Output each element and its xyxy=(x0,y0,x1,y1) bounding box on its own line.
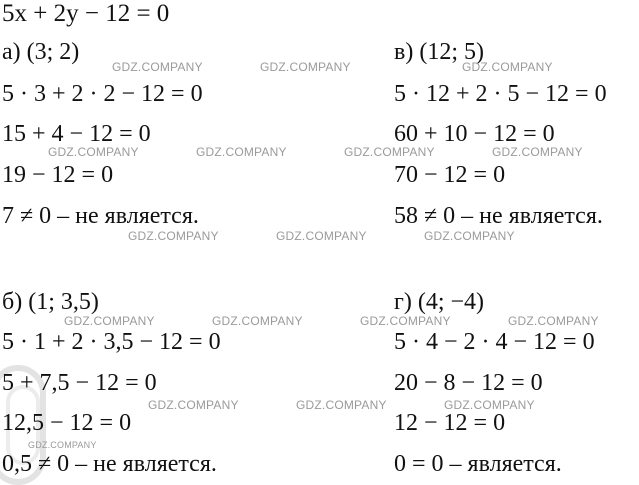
watermark: GDZ.COMPANY xyxy=(28,440,97,450)
section-a-line-2: 15 + 4 − 12 = 0 xyxy=(2,121,151,147)
section-g-line-1: 5 · 4 − 2 · 4 − 12 = 0 xyxy=(394,329,595,355)
watermark: GDZ.COMPANY xyxy=(276,229,367,243)
watermark: GDZ.COMPANY xyxy=(492,145,583,159)
section-v-line-4: 58 ≠ 0 – не является. xyxy=(394,203,603,229)
watermark: GDZ.COMPANY xyxy=(462,60,553,74)
watermark: GDZ.COMPANY xyxy=(360,314,451,328)
section-a-header: а) (3; 2) xyxy=(2,39,80,65)
watermark: GDZ.COMPANY xyxy=(260,60,351,74)
section-g-line-3: 12 − 12 = 0 xyxy=(394,410,506,436)
section-a-line-4: 7 ≠ 0 – не является. xyxy=(2,203,199,229)
watermark: GDZ.COMPANY xyxy=(296,398,387,412)
watermark: GDZ.COMPANY xyxy=(48,145,139,159)
watermark: GDZ.COMPANY xyxy=(424,229,515,243)
section-v-line-3: 70 − 12 = 0 xyxy=(394,162,506,188)
section-b-line-3: 12,5 − 12 = 0 xyxy=(2,410,132,436)
watermark: GDZ.COMPANY xyxy=(148,398,239,412)
section-g-line-2: 20 − 8 − 12 = 0 xyxy=(394,370,543,396)
watermark: GDZ.COMPANY xyxy=(344,145,435,159)
section-g-header: г) (4; −4) xyxy=(394,289,485,315)
section-v-line-2: 60 + 10 − 12 = 0 xyxy=(394,121,555,147)
section-b-line-1: 5 · 1 + 2 · 3,5 − 12 = 0 xyxy=(2,329,221,355)
watermark: GDZ.COMPANY xyxy=(128,229,219,243)
watermark: GDZ.COMPANY xyxy=(196,145,287,159)
watermark: GDZ.COMPANY xyxy=(508,314,599,328)
section-b-line-4: 0,5 ≠ 0 – не является. xyxy=(2,451,217,477)
section-a-line-1: 5 · 3 + 2 · 2 − 12 = 0 xyxy=(2,81,203,107)
section-v-line-1: 5 · 12 + 2 · 5 − 12 = 0 xyxy=(394,81,607,107)
section-b-line-2: 5 + 7,5 − 12 = 0 xyxy=(2,370,157,396)
watermark: GDZ.COMPANY xyxy=(444,398,535,412)
section-g-line-4: 0 = 0 – является. xyxy=(394,451,562,477)
section-v-header: в) (12; 5) xyxy=(394,39,484,65)
equation-title: 5x + 2y − 12 = 0 xyxy=(2,0,170,27)
section-b-header: б) (1; 3,5) xyxy=(2,289,99,315)
watermark: GDZ.COMPANY xyxy=(64,314,155,328)
watermark: GDZ.COMPANY xyxy=(212,314,303,328)
section-a-line-3: 19 − 12 = 0 xyxy=(2,162,114,188)
watermark: GDZ.COMPANY xyxy=(112,60,203,74)
